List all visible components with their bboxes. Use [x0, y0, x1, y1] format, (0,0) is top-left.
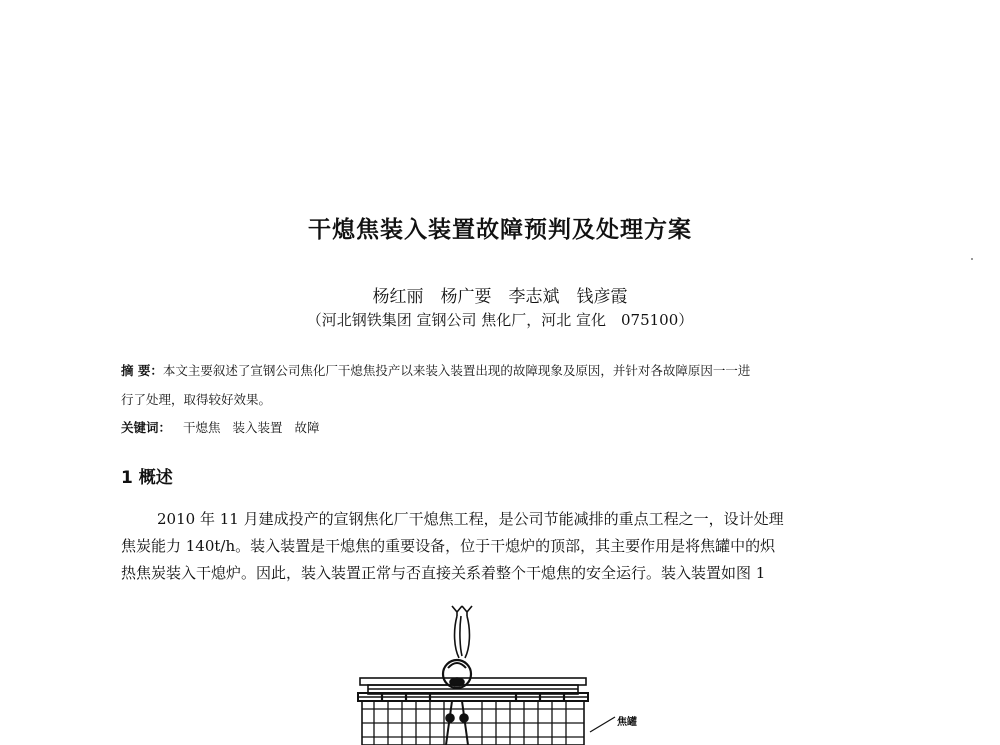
- affiliation: （河北钢铁集团 宣钢公司 焦化厂，河北 宣化 075100）: [306, 311, 694, 329]
- keywords-line: [121, 418, 881, 436]
- figure-label-coke-tank: 焦罐: [617, 717, 637, 728]
- lifting-rope: [465, 616, 469, 658]
- lifting-rope: [460, 616, 462, 656]
- charging-device-figure: [340, 596, 660, 745]
- lifting-rope: [455, 616, 459, 658]
- tank-lattice: [362, 701, 584, 745]
- tank-top-rim: [360, 678, 586, 685]
- keyword-item: 故障: [294, 420, 320, 435]
- body-line-3: 热焦炭装入干熄炉。因此，装入装置正常与否直接关系着整个干熄焦的安全运行。装入装置如图 1: [121, 564, 766, 582]
- leader-line: [590, 717, 615, 732]
- body-line-2: 焦炭能力 140t/h。装入装置是干熄焦的重要设备，位于干熄炉的顶部，其主要作用是将焦罐中的炽: [121, 537, 776, 555]
- keyword-item: 装入装置: [232, 420, 283, 435]
- keywords-label: 关键词：: [121, 420, 172, 435]
- paper-title: 干熄焦装入装置故障预判及处理方案: [308, 217, 692, 243]
- body-line-1: 2010 年 11 月建成投产的宣钢焦化厂干熄焦工程，是公司节能减排的重点工程之一，设计处理: [157, 510, 784, 528]
- keyword-item: 干熄焦: [183, 420, 221, 435]
- author-list: 杨红丽 杨广要 李志斌 钱彦霞: [372, 287, 628, 307]
- abstract-label: 摘 要：: [121, 363, 163, 378]
- abstract-line-2: 行了处理，取得较好效果。: [121, 392, 272, 407]
- hook-icon: [452, 606, 462, 616]
- hook-icon: [462, 606, 472, 616]
- abstract-line-1: [121, 361, 881, 379]
- abstract-text-1: 本文主要叙述了宣钢公司焦化厂干熄焦投产以来装入装置出现的故障现象及原因，并针对各故障原因一一进: [162, 363, 751, 378]
- scan-speck: [971, 258, 973, 260]
- section-heading: 1 概述: [121, 468, 173, 488]
